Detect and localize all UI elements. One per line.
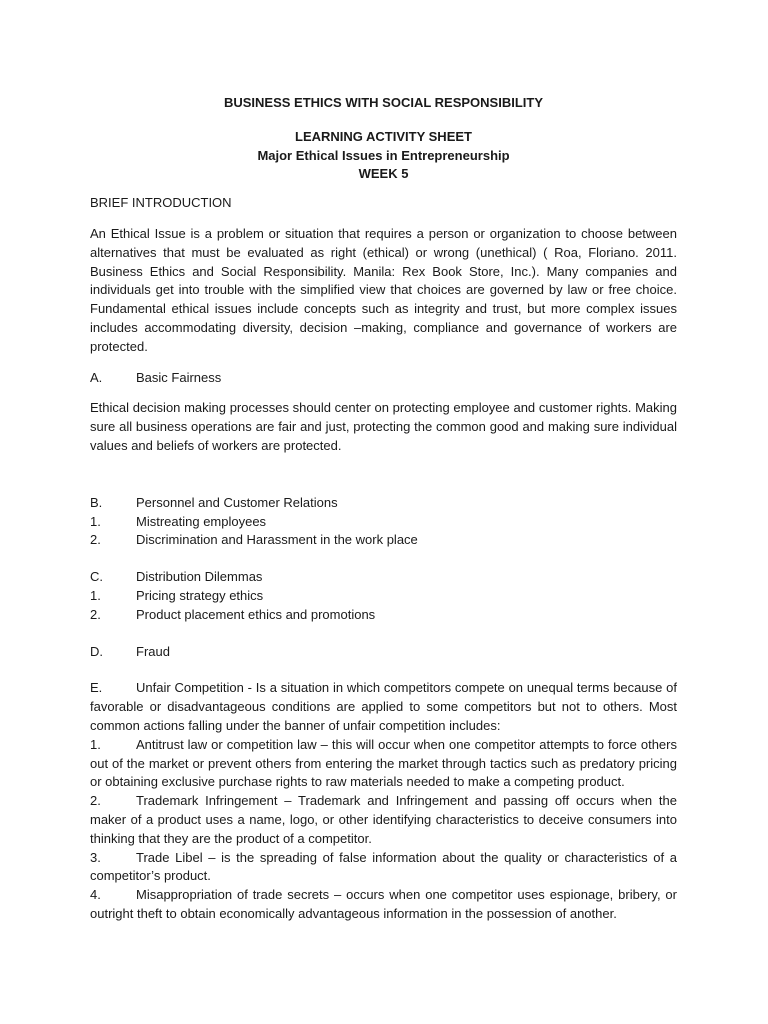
section-d-heading [90, 643, 677, 662]
section-marker: B. [90, 494, 103, 510]
list-item [90, 736, 677, 792]
section-marker: A. [90, 369, 103, 385]
sheet-title: LEARNING ACTIVITY SHEET [295, 128, 472, 144]
section-marker: D. [90, 643, 103, 659]
list-item [90, 886, 677, 924]
week-label: WEEK 5 [358, 166, 409, 182]
course-title: BUSINESS ETHICS WITH SOCIAL RESPONSIBILITY [223, 95, 543, 110]
list-text: Mistreating employees [136, 513, 267, 529]
list-number: 1. [90, 587, 101, 603]
section-title: Distribution Dilemmas [136, 569, 263, 585]
topic-title: Major Ethical Issues in Entrepreneurship [257, 147, 510, 163]
section-c-heading [90, 568, 677, 587]
list-text: Trade Libel – is the spreading of false information about the quality or characteristics of a competitor’s product. [90, 849, 677, 884]
section-title: Personnel and Customer Relations [136, 494, 338, 510]
list-item [90, 587, 677, 606]
section-marker: E. [90, 680, 103, 696]
section-e-text: Unfair Competition - Is a situation in which competitors compete on unequal terms because of favorable or disadvantageous conditions are applied to some competitors but not to others. Most common actions falling under the banner of unfair competition includes: [90, 680, 677, 733]
list-text: Antitrust law or competition law – this will occur when one competitor attempts to force others out of the market or prevent others from entering the market through tactics such as predatory pricing or obtaining exclusive purchase rights to raw materials needed to make a competing product. [90, 736, 677, 790]
list-number: 1. [90, 513, 101, 529]
list-item [90, 849, 677, 887]
section-e-paragraph [90, 679, 677, 735]
section-a-heading [90, 369, 677, 388]
list-number: 1. [90, 736, 101, 752]
list-item [90, 792, 677, 848]
list-number: 2. [90, 532, 101, 548]
list-number: 2. [90, 793, 101, 809]
section-marker: C. [90, 569, 103, 585]
list-number: 4. [90, 887, 101, 903]
list-text: Trademark Infringement – Trademark and Infringement and passing off occurs when the maker of a product uses a name, logo, or other identifying characteristics to deceive consumers into thinking that they are the product of a competitor. [90, 793, 677, 846]
section-a-paragraph: Ethical decision making processes should center on protecting employee and customer rights. Making sure all business operations are fair and just, protecting the common good and making sure individual values and beliefs of workers are protected. [90, 400, 677, 453]
list-text: Discrimination and Harassment in the work place [136, 532, 418, 548]
section-title: Basic Fairness [136, 369, 222, 385]
list-item [90, 513, 677, 532]
list-item [90, 531, 677, 550]
section-b-heading [90, 494, 677, 513]
list-item [90, 606, 677, 625]
intro-heading: BRIEF INTRODUCTION [90, 195, 232, 211]
list-text: Product placement ethics and promotions [136, 606, 376, 622]
list-text: Misappropriation of trade secrets – occurs when one competitor uses espionage, bribery, or outright theft to obtain economically advantageous information in the possession of another. [90, 887, 677, 921]
list-number: 3. [90, 849, 101, 865]
section-title: Fraud [136, 643, 170, 659]
list-number: 2. [90, 606, 101, 622]
intro-paragraph: An Ethical Issue is a problem or situation that requires a person or organization to choose between alternatives that must be evaluated as right (ethical) or wrong (unethical) ( Roa, Floriano. 2011. Business Ethics and Social Responsibility. Manila: Rex Book Store, Inc.). Many companies and individuals get into trouble with the simplified view that choices are governed by law or free choice. Fundamental ethical issues include concepts such as integrity and trust, but more complex issues includes accommodating diversity, decision –making, compliance and governance of workers are protected. [90, 225, 677, 354]
list-text: Pricing strategy ethics [136, 587, 264, 603]
document-body [90, 94, 677, 924]
